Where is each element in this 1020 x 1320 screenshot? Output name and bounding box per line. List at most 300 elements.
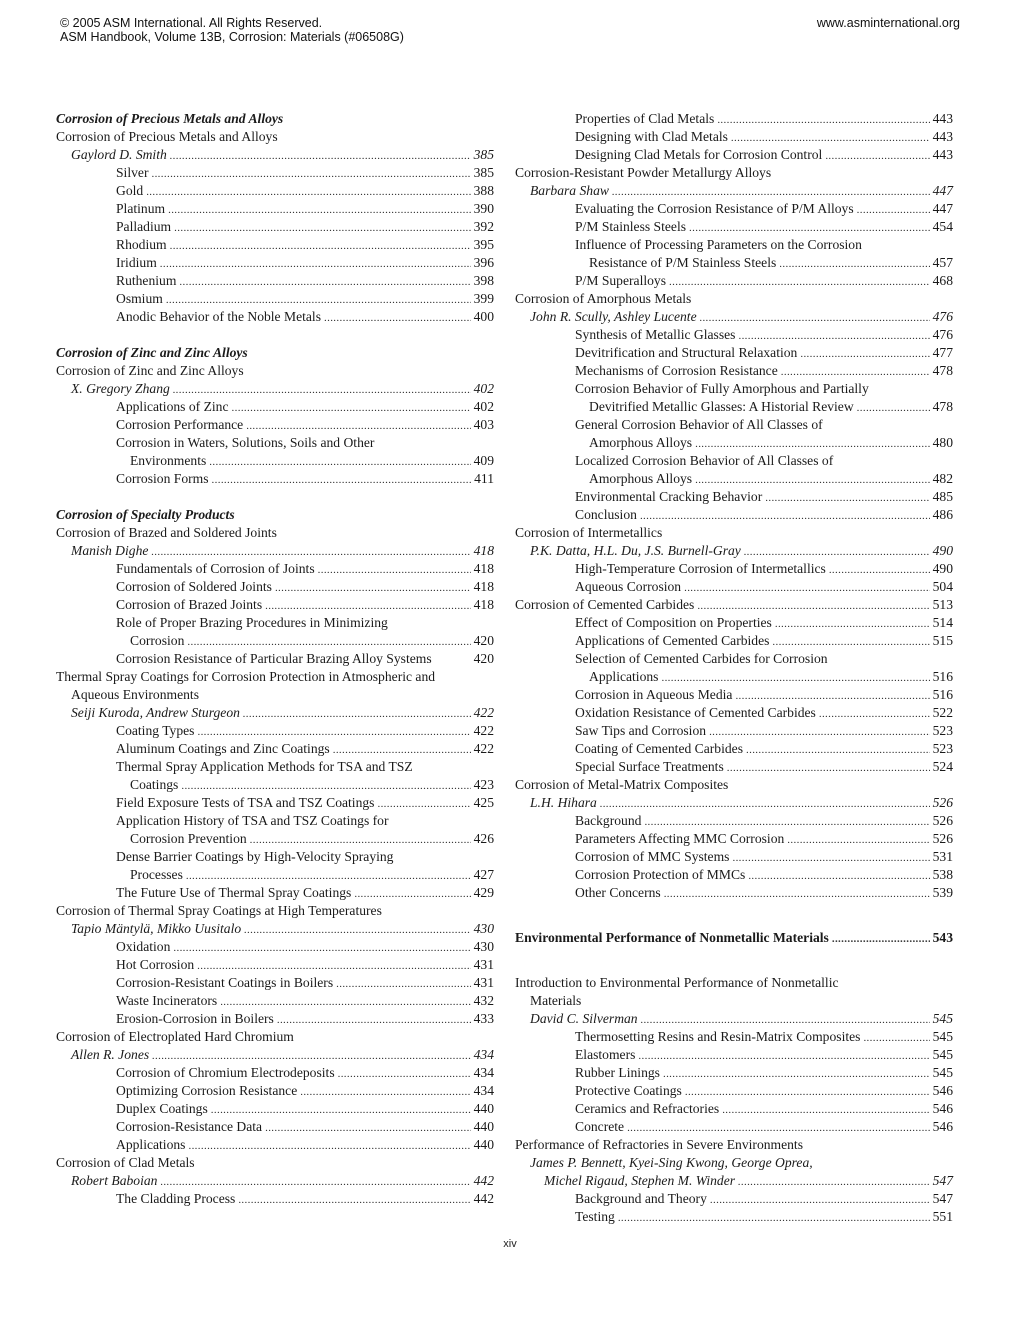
page-ref: 477 [932, 345, 953, 360]
entry-title: Applications of Zinc [116, 399, 229, 414]
toc-entry [515, 632, 953, 650]
dot-leader [336, 975, 470, 993]
page-ref: 440 [473, 1137, 494, 1152]
page-ref: 418 [473, 579, 494, 594]
toc-entry [515, 866, 953, 884]
page-ref: 422 [473, 705, 494, 720]
page-ref: 402 [473, 381, 494, 396]
entry-title: Synthesis of Metallic Glasses [575, 327, 736, 342]
entry-title: Corrosion Prevention [130, 831, 247, 846]
dot-leader [174, 219, 470, 237]
article-title: Corrosion of Precious Metals and Alloys [56, 129, 278, 144]
dot-leader [618, 1209, 930, 1227]
dot-leader [640, 507, 930, 525]
entry-title: Corrosion-Resistance Data [116, 1119, 263, 1134]
article-author [56, 920, 494, 938]
entry-title: Corrosion Protection of MMCs [575, 867, 746, 882]
dot-leader [709, 723, 930, 741]
article-author-continued [515, 1172, 953, 1190]
article-title-continued: Materials [530, 993, 582, 1008]
dot-leader [661, 669, 929, 687]
page-ref: 480 [932, 435, 953, 450]
dot-leader [772, 633, 929, 651]
toc-entry [56, 254, 494, 272]
entry-title: Properties of Clad Metals [575, 111, 715, 126]
entry-title: Environmental Performance of Nonmetallic Materials [515, 930, 829, 945]
toc-entry [56, 974, 494, 992]
dot-leader [300, 1083, 470, 1101]
dot-leader [825, 147, 929, 165]
entry-title: Devitrified Metallic Glasses: A Historial Review [589, 399, 854, 414]
toc-entry [56, 416, 494, 434]
page-ref: 531 [932, 849, 953, 864]
spacer [515, 947, 953, 956]
toc-entry-continued [56, 866, 494, 884]
dot-leader [187, 633, 470, 651]
page-ref: 490 [932, 561, 953, 576]
toc-entry [515, 200, 953, 218]
page-ref: 547 [932, 1191, 953, 1206]
page-ref: 443 [932, 129, 953, 144]
dot-leader [857, 201, 930, 219]
toc-entry [56, 650, 494, 668]
entry-title: Duplex Coatings [116, 1101, 208, 1116]
article-author [56, 542, 494, 560]
toc-entry [515, 830, 953, 848]
page-ref: 418 [473, 561, 494, 576]
entry-title: Oxidation Resistance of Cemented Carbides [575, 705, 816, 720]
article-author [56, 704, 494, 722]
article-author [515, 308, 953, 326]
page-ref: 429 [473, 885, 494, 900]
page-ref: 478 [932, 399, 953, 414]
toc-entry-continued [515, 398, 953, 416]
entry-title: Tapio Mäntylä, Mikko Uusitalo [71, 921, 242, 936]
page-ref: 399 [473, 291, 494, 306]
dot-leader [819, 705, 930, 723]
book-title-line: ASM Handbook, Volume 13B, Corrosion: Materials (#06508G) [60, 30, 404, 44]
page-ref: 514 [932, 615, 953, 630]
dot-leader [354, 885, 470, 903]
toc-entry [515, 488, 953, 506]
article-author [515, 1010, 953, 1028]
entry-title: Thermosetting Resins and Resin-Matrix Composites [575, 1029, 861, 1044]
entry-title: Rubber Linings [575, 1065, 660, 1080]
toc-entry [515, 1208, 953, 1226]
article-author [56, 146, 494, 164]
entry-title: Environments [130, 453, 207, 468]
page-ref: 546 [932, 1083, 953, 1098]
toc-entry [56, 218, 494, 236]
entry-title: Protective Coatings [575, 1083, 682, 1098]
toc-entry [515, 686, 953, 704]
entry-title: Aluminum Coatings and Zinc Coatings [116, 741, 330, 756]
dot-leader [186, 867, 471, 885]
toc-entry [515, 218, 953, 236]
page-ref: 430 [473, 939, 494, 954]
spacer [515, 956, 953, 974]
toc-entry [56, 578, 494, 596]
dot-leader [197, 723, 470, 741]
toc-entry [56, 290, 494, 308]
page-ref: 522 [932, 705, 953, 720]
page-ref: 432 [473, 993, 494, 1008]
dot-leader [220, 993, 470, 1011]
dot-leader [265, 597, 470, 615]
toc-entry [515, 722, 953, 740]
page-ref: 442 [473, 1173, 494, 1188]
page-ref: 443 [932, 147, 953, 162]
dot-leader [800, 345, 929, 363]
article-title: Introduction to Environmental Performance of Nonmetallic [515, 975, 839, 990]
toc-entry: Selection of Cemented Carbides for Corrosion [575, 651, 828, 666]
dot-leader [197, 957, 470, 975]
article-author [56, 380, 494, 398]
toc-entry [56, 200, 494, 218]
page-ref: 423 [473, 777, 494, 792]
entry-title: P.K. Datta, H.L. Du, J.S. Burnell-Gray [530, 543, 741, 558]
toc-entry-continued [515, 254, 953, 272]
toc-entry [515, 740, 953, 758]
entry-title: Rhodium [116, 237, 167, 252]
toc-entry [515, 614, 953, 632]
entry-title: X. Gregory Zhang [71, 381, 170, 396]
dot-leader [717, 111, 929, 129]
entry-title: Parameters Affecting MMC Corrosion [575, 831, 785, 846]
page-ref: 385 [473, 165, 494, 180]
article-author [56, 1172, 494, 1190]
toc-entry [56, 794, 494, 812]
page-ref: 543 [932, 930, 953, 945]
dot-leader [170, 147, 471, 165]
toc-entry [515, 578, 953, 596]
dot-leader [168, 201, 471, 219]
page-ref: 442 [473, 1191, 494, 1206]
entry-title: Corrosion Resistance of Particular Brazing Alloy Systems [116, 651, 432, 666]
page-ref: 526 [932, 795, 953, 810]
dot-leader [318, 561, 471, 579]
entry-title: Concrete [575, 1119, 625, 1134]
entry-title: Seiji Kuroda, Andrew Sturgeon [71, 705, 240, 720]
page-ref: 547 [932, 1173, 953, 1188]
toc-entry [515, 326, 953, 344]
toc-entry [515, 344, 953, 362]
dot-leader [857, 399, 930, 417]
page-ref: 478 [932, 363, 953, 378]
entry-title: Applications [116, 1137, 186, 1152]
dot-leader [695, 435, 930, 453]
dot-leader [243, 705, 471, 723]
page-ref: 551 [932, 1209, 953, 1224]
entry-title: Testing [575, 1209, 615, 1224]
dot-leader [727, 759, 930, 777]
dot-leader [644, 813, 929, 831]
dot-leader [863, 1029, 929, 1047]
toc-entry [515, 110, 953, 128]
toc-entry [515, 560, 953, 578]
toc-entry-continued [56, 830, 494, 848]
page-ref: 523 [932, 723, 953, 738]
dot-leader [246, 417, 470, 435]
entry-title: The Cladding Process [116, 1191, 236, 1206]
copyright-line: © 2005 ASM International. All Rights Reserved. [60, 16, 323, 30]
article-author [56, 1046, 494, 1064]
page-ref: 431 [473, 957, 494, 972]
toc-entry [56, 1064, 494, 1082]
entry-title: Corrosion in Aqueous Media [575, 687, 733, 702]
toc-entry [56, 560, 494, 578]
page-ref: 454 [932, 219, 953, 234]
page-ref: 546 [932, 1119, 953, 1134]
page-ref: 422 [473, 741, 494, 756]
page-ref: 431 [473, 975, 494, 990]
toc-entry [56, 740, 494, 758]
entry-title: Coating of Cemented Carbides [575, 741, 743, 756]
entry-title: Optimizing Corrosion Resistance [116, 1083, 298, 1098]
page-ref: 434 [473, 1047, 494, 1062]
article-author: James P. Bennett, Kyei-Sing Kwong, George Oprea, [530, 1155, 813, 1170]
dot-leader [641, 1011, 930, 1029]
toc-entry-continued [515, 668, 953, 686]
dot-leader [738, 327, 929, 345]
page-ref: 403 [473, 417, 494, 432]
article-title: Thermal Spray Coatings for Corrosion Protection in Atmospheric and [56, 669, 436, 684]
entry-title: Corrosion Forms [116, 471, 209, 486]
entry-title: Corrosion of MMC Systems [575, 849, 730, 864]
entry-title: Resistance of P/M Stainless Steels [589, 255, 777, 270]
entry-title: Ruthenium [116, 273, 177, 288]
toc-entry [56, 1118, 494, 1136]
dot-leader [748, 867, 929, 885]
dot-leader [710, 1191, 930, 1209]
page-ref: 411 [474, 471, 494, 486]
toc-entry [56, 956, 494, 974]
entry-title: Corrosion of Cemented Carbides [515, 597, 695, 612]
entry-title: P/M Stainless Steels [575, 219, 687, 234]
dot-leader [275, 579, 471, 597]
page-ref: 490 [932, 543, 953, 558]
toc-entry [515, 1118, 953, 1136]
dot-leader [627, 1119, 930, 1137]
toc-entry [56, 1136, 494, 1154]
entry-title: Corrosion of Soldered Joints [116, 579, 272, 594]
page-ref: 409 [473, 453, 494, 468]
dot-leader [265, 1119, 471, 1137]
entry-title: Elastomers [575, 1047, 636, 1062]
dot-leader [664, 885, 930, 903]
entry-title: Special Surface Treatments [575, 759, 724, 774]
toc-entry-continued [56, 632, 494, 650]
entry-title: Hot Corrosion [116, 957, 195, 972]
dot-leader [746, 741, 930, 759]
article-title: Corrosion of Amorphous Metals [515, 291, 692, 306]
toc-entry [56, 1082, 494, 1100]
article-title: Corrosion of Brazed and Soldered Joints [56, 525, 277, 540]
entry-title: Waste Incinerators [116, 993, 218, 1008]
entry-title: Devitrification and Structural Relaxation [575, 345, 798, 360]
entry-title: Gaylord D. Smith [71, 147, 167, 162]
dot-leader [722, 1101, 929, 1119]
toc-entry [56, 1100, 494, 1118]
page-ref: 457 [932, 255, 953, 270]
page-ref: 422 [473, 723, 494, 738]
page-ref: 443 [932, 111, 953, 126]
dot-leader [685, 1083, 930, 1101]
entry-title: Environmental Cracking Behavior [575, 489, 763, 504]
page-ref: 420 [473, 651, 494, 666]
entry-title: Oxidation [116, 939, 171, 954]
dot-leader [324, 309, 471, 327]
page-ref: 486 [932, 507, 953, 522]
article-title: Corrosion of Zinc and Zinc Alloys [56, 363, 244, 378]
spacer [56, 488, 494, 506]
page-ref: 398 [473, 273, 494, 288]
page-ref: 395 [473, 237, 494, 252]
entry-title: Corrosion-Resistant Coatings in Boilers [116, 975, 334, 990]
page-ref: 418 [473, 543, 494, 558]
toc-entry [515, 1046, 953, 1064]
page-ref: 427 [473, 867, 494, 882]
dot-leader [232, 399, 471, 417]
section-heading: Corrosion of Specialty Products [56, 507, 235, 522]
dot-leader [738, 1173, 930, 1191]
toc-entry: Corrosion Behavior of Fully Amorphous and Partially [575, 381, 869, 396]
toc-entry [56, 596, 494, 614]
page-ref: 430 [473, 921, 494, 936]
page-ref: 515 [932, 633, 953, 648]
entry-title: Corrosion of Chromium Electrodeposits [116, 1065, 335, 1080]
page-ref: 434 [473, 1065, 494, 1080]
article-author [515, 794, 953, 812]
entry-title: Iridium [116, 255, 157, 270]
entry-title: Platinum [116, 201, 166, 216]
dot-leader [695, 471, 930, 489]
toc-entry: Application History of TSA and TSZ Coatings for [116, 813, 389, 828]
dot-leader [211, 1101, 471, 1119]
article-title: Corrosion-Resistant Powder Metallurgy Alloys [515, 165, 772, 180]
toc-entry [515, 272, 953, 290]
entry-title: Coating Types [116, 723, 195, 738]
entry-title: Effect of Composition on Properties [575, 615, 772, 630]
spacer [515, 902, 953, 920]
dot-leader [700, 309, 930, 327]
page-ref: 526 [932, 831, 953, 846]
entry-title: Michel Rigaud, Stephen M. Winder [544, 1173, 736, 1188]
page-ref: 392 [473, 219, 494, 234]
page-ref: 476 [932, 327, 953, 342]
dot-leader [151, 543, 470, 561]
article-title [515, 596, 953, 614]
toc-entry-continued [56, 776, 494, 794]
dot-leader [600, 795, 930, 813]
article-title: Corrosion of Electroplated Hard Chromium [56, 1029, 294, 1044]
entry-title: Amorphous Alloys [589, 471, 693, 486]
toc-entry [515, 1028, 953, 1046]
dot-leader [732, 849, 929, 867]
entry-title: Fundamentals of Corrosion of Joints [116, 561, 315, 576]
page-ref: 476 [932, 309, 953, 324]
page-ref: 447 [932, 183, 953, 198]
page-ref: 420 [473, 633, 494, 648]
entry-title: Applications of Cemented Carbides [575, 633, 770, 648]
page-ref: 402 [473, 399, 494, 414]
page-ref: 433 [473, 1011, 494, 1026]
toc-entry [56, 938, 494, 956]
toc-entry: Role of Proper Brazing Procedures in Minimizing [116, 615, 388, 630]
section-heading: Corrosion of Zinc and Zinc Alloys [56, 345, 248, 360]
dot-leader [212, 471, 472, 489]
entry-title: Field Exposure Tests of TSA and TSZ Coatings [116, 795, 375, 810]
toc-entry [515, 146, 953, 164]
dot-leader [731, 129, 930, 147]
page-ref: 385 [473, 147, 494, 162]
dot-leader [151, 165, 470, 183]
article-title: Corrosion of Intermetallics [515, 525, 663, 540]
toc-entry: General Corrosion Behavior of All Classes of [575, 417, 823, 432]
article-title: Corrosion of Thermal Spray Coatings at High Temperatures [56, 903, 382, 918]
toc-entry [515, 812, 953, 830]
dot-leader [638, 1047, 929, 1065]
page-ref: 468 [932, 273, 953, 288]
dot-leader [244, 921, 470, 939]
toc-left-column [56, 110, 494, 1208]
toc-entry-continued [515, 434, 953, 452]
entry-title: Designing with Clad Metals [575, 129, 728, 144]
entry-title: Mechanisms of Corrosion Resistance [575, 363, 778, 378]
page-ref: 440 [473, 1101, 494, 1116]
entry-title: John R. Scully, Ashley Lucente [530, 309, 697, 324]
dot-leader [160, 1173, 470, 1191]
entry-title: Aqueous Corrosion [575, 579, 682, 594]
dot-leader [166, 291, 471, 309]
dot-leader [377, 795, 470, 813]
entry-title: Erosion-Corrosion in Boilers [116, 1011, 274, 1026]
spacer [515, 920, 953, 929]
toc-entry [515, 884, 953, 902]
toc-entry: Influence of Processing Parameters on the Corrosion [575, 237, 862, 252]
dot-leader [170, 237, 471, 255]
dot-leader [689, 219, 930, 237]
dot-leader [684, 579, 930, 597]
entry-title: Other Concerns [575, 885, 661, 900]
page-ref: 485 [932, 489, 953, 504]
page-ref: 396 [473, 255, 494, 270]
dot-leader [333, 741, 471, 759]
entry-title: Robert Baboian [71, 1173, 158, 1188]
page-ref: 482 [932, 471, 953, 486]
toc-entry [515, 848, 953, 866]
entry-title: Processes [130, 867, 183, 882]
toc-entry: Localized Corrosion Behavior of All Classes of [575, 453, 834, 468]
toc-entry [56, 398, 494, 416]
dot-leader [697, 597, 929, 615]
page-ref: 440 [473, 1119, 494, 1134]
article-title-continued: Aqueous Environments [71, 687, 199, 702]
page-ref: 538 [932, 867, 953, 882]
entry-title: Palladium [116, 219, 172, 234]
toc-entry [515, 758, 953, 776]
article-title: Corrosion of Metal-Matrix Composites [515, 777, 729, 792]
page-ref: 504 [932, 579, 953, 594]
toc-entry [515, 506, 953, 524]
dot-leader [173, 939, 470, 957]
toc-entry-continued [56, 452, 494, 470]
toc-entry [515, 128, 953, 146]
toc-right-column [515, 110, 953, 1226]
entry-title: Conclusion [575, 507, 637, 522]
entry-title: Osmium [116, 291, 163, 306]
toc-entry [515, 1064, 953, 1082]
